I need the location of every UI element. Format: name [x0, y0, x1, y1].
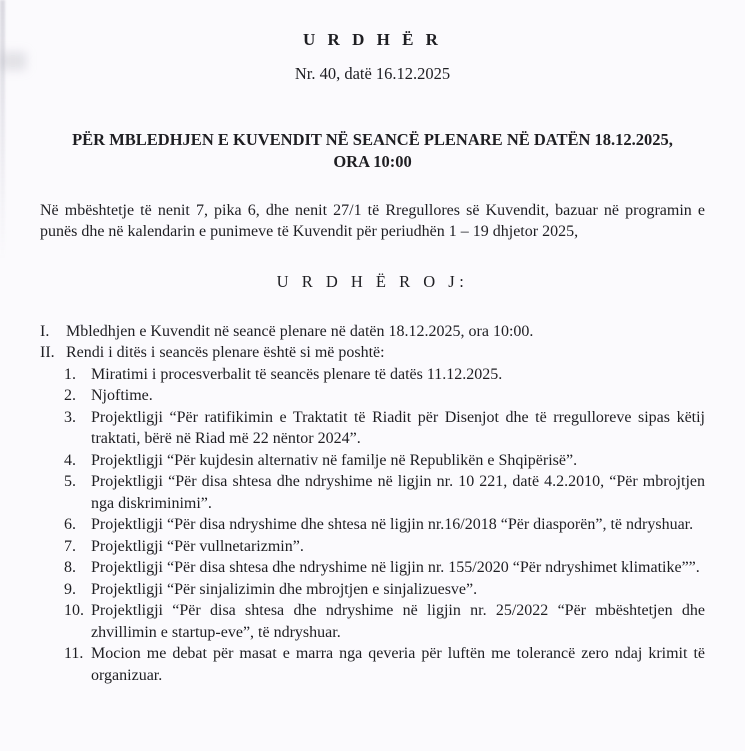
roman-item-1-number: I.	[40, 322, 50, 340]
agenda-item-1-number: 1.	[64, 365, 76, 383]
agenda-item-9	[64, 579, 705, 601]
agenda-item-9-text: Projektligji “Për sinjalizimin dhe mbrojtjen e sinjalizuesve”.	[91, 580, 478, 598]
agenda-item-6-number: 6.	[64, 516, 76, 534]
agenda-item-3-number: 3.	[64, 408, 76, 426]
agenda-item-5-text: Projektligji “Për disa shtesa dhe ndryshime në ligjin nr. 10 221, datë 4.2.2010, “Për mbrojtjen nga diskriminimi”.	[91, 473, 705, 512]
agenda-item-8-text: Projektligji “Për disa shtesa dhe ndryshime në ligjin nr. 155/2020 “Për ndryshimet klimatike””.	[91, 559, 700, 577]
agenda-item-6	[64, 514, 705, 536]
roman-item-1	[40, 321, 705, 343]
agenda-item-5-number: 5.	[64, 473, 76, 491]
agenda-item-11-number: 11.	[64, 645, 84, 663]
agenda-item-10-text: Projektligji “Për disa shtesa dhe ndryshime në ligjin nr. 25/2022 “Për mbështetjen dhe zhvillimin e startup-eve”, të ndryshuar.	[91, 602, 705, 641]
agenda-item-7-number: 7.	[64, 537, 76, 555]
roman-item-2-number: II.	[40, 344, 55, 362]
roman-list	[40, 321, 705, 364]
intro-paragraph: Në mbështetje të nenit 7, pika 6, dhe nenit 27/1 të Rregullores së Kuvendit, bazuar në programin e punës dhe në kalendarin e punimeve të Kuvendit për periudhën 1 – 19 dhjetor 2025,	[40, 201, 705, 241]
order-heading: U R D H Ë R O J:	[276, 271, 469, 291]
agenda-item-3	[64, 407, 705, 450]
agenda-list	[64, 364, 705, 687]
agenda-item-8-number: 8.	[64, 559, 76, 577]
roman-item-2-text: Rendi i ditës i seancës plenare është si më poshtë:	[66, 344, 385, 362]
agenda-item-3-text: Projektligji “Për ratifikimin e Traktatit të Riadit për Disenjot dhe të rregulloreve sipas këtij traktati, bërë në Riad më 22 nëntor 2024”.	[91, 408, 705, 448]
agenda-item-9-number: 9.	[64, 580, 76, 598]
agenda-item-1	[64, 364, 705, 386]
agenda-item-10	[64, 600, 705, 643]
agenda-item-6-text: Projektligji “Për disa ndryshime dhe shtesa në ligjin nr.16/2018 “Për diasporën”, të ndryshuar.	[91, 516, 694, 534]
agenda-item-4-text: Projektligji “Për kujdesin alternativ në familje në Republikën e Shqipërisë”.	[91, 451, 578, 469]
agenda-item-4	[64, 450, 705, 472]
agenda-item-8	[64, 557, 705, 579]
agenda-item-2-text: Njoftime.	[91, 387, 153, 405]
document-kicker: U R D H Ë R	[303, 30, 442, 49]
agenda-item-2	[64, 385, 705, 407]
agenda-item-7	[64, 536, 705, 558]
agenda-item-2-number: 2.	[64, 387, 76, 405]
document-title: PËR MBLEDHJEN E KUVENDIT NË SEANCË PLENARE NË DATËN 18.12.2025, ORA 10:00	[72, 130, 673, 171]
agenda-item-11-text: Mocion me debat për masat e marra nga qeveria për luftën me tolerancë zero ndaj krimit të organizuar.	[91, 645, 705, 684]
document-number-line: Nr. 40, datë 16.12.2025	[294, 64, 451, 83]
agenda-item-7-text: Projektligji “Për vullnetarizmin”.	[91, 537, 304, 555]
agenda-item-1-text: Miratimi i procesverbalit të seancës plenare të datës 11.12.2025.	[91, 365, 503, 383]
roman-item-1-text: Mbledhjen e Kuvendit në seancë plenare në datën 18.12.2025, ora 10:00.	[66, 322, 534, 340]
agenda-item-5	[64, 471, 705, 514]
scan-smudge-artifact	[0, 52, 26, 70]
agenda-item-10-number: 10.	[64, 602, 84, 620]
agenda-item-11	[64, 643, 705, 686]
agenda-item-4-number: 4.	[64, 451, 76, 469]
scan-edge-artifact	[0, 0, 5, 260]
roman-item-2	[40, 342, 705, 364]
